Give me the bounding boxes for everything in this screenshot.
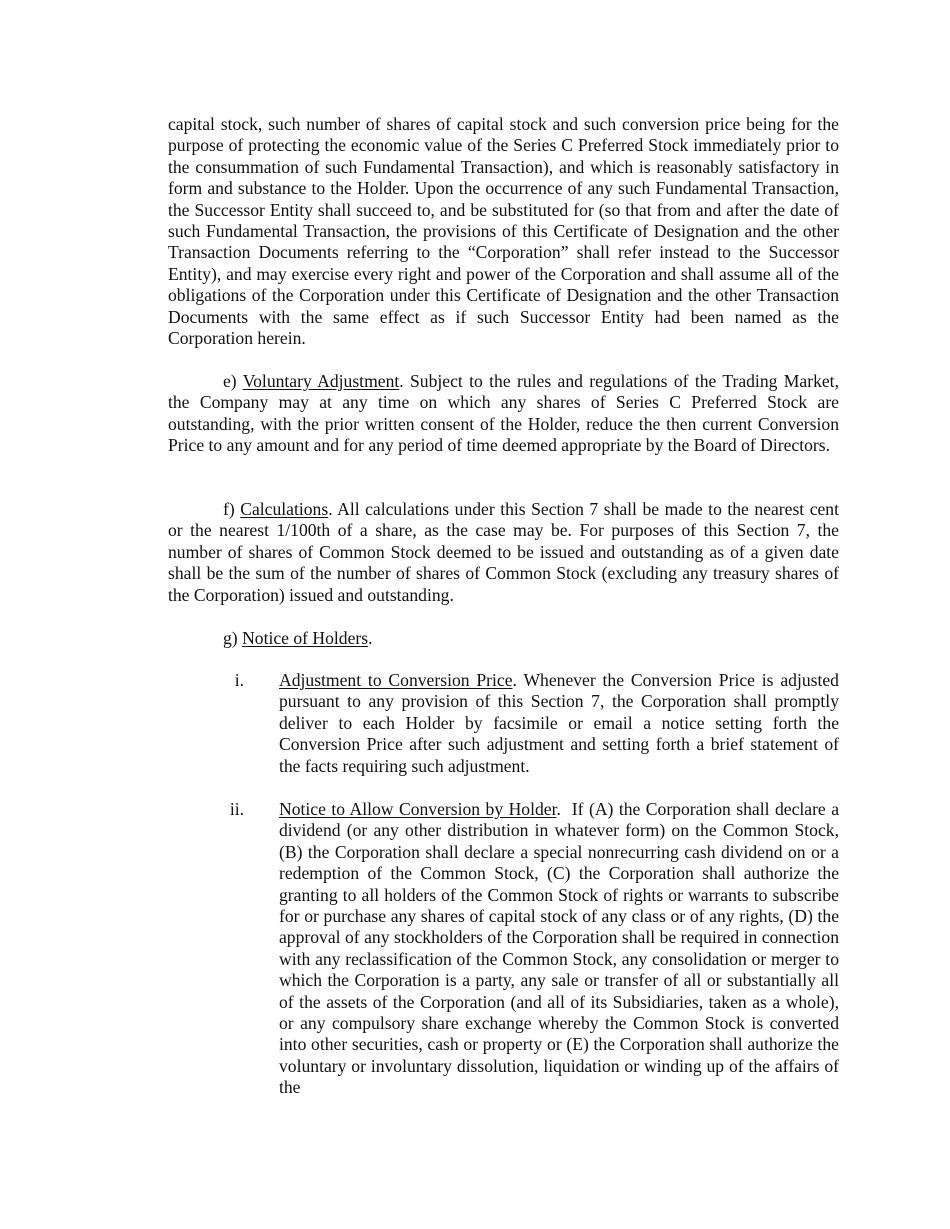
section-g-heading: Notice of Holders [242, 628, 369, 648]
list-item-marker: ii. [229, 799, 244, 819]
section-e-label: e) [223, 371, 237, 391]
list-item-heading: Notice to Allow Conversion by Holder [279, 799, 557, 819]
section-g-heading-line: g) Notice of Holders. [223, 628, 373, 648]
list-item-text: If (A) the Corporation shall declare a dividend (or any other distribution in whatever form) on the Common Stock, (B) the Corporation shall declare a special nonrecurring cash dividend on or a redemption of the Common Stock, (C) the Corporation shall authorize the granting to all holders of the Common Stock of rights or warrants to subscribe for or purchase any shares of capital stock of any class or of any rights, (D) the approval of any stockholders of the Corporation shall be required in connection with any reclassification of the Common Stock, any consolidation or merger to which the Corporation is a party, any sale or transfer of all or substantially all of the assets of the Corporation (and all of its Subsidiaries, taken as a whole), or any compulsory share exchange whereby the Common Stock is converted into other securities, cash or property or (E) the Corporation shall authorize the voluntary or involuntary dissolution, liquidation or winding up of the affairs of the [279, 799, 840, 1098]
section-f-label: f) [223, 499, 235, 519]
section-e-text: Subject to the rules and regulations of the Trading Market, the Company may at any time on which any shares of Series C Preferred Stock are outstanding, with the prior written consent of the Holder, reduce the then current Conversion Price to any amount and for any period of time deemed appropriate by the Board of Directors. [168, 371, 839, 456]
list-item-body: Adjustment to Conversion Price. Whenever the Conversion Price is adjusted pursuant to any provision of this Section 7, the Corporation shall promptly deliver to each Holder by facsimile or email a notice setting forth the Conversion Price after such adjustment and setting forth a brief statement of the facts requiring such adjustment. [279, 670, 839, 776]
paragraph-continuation: capital stock, such number of shares of capital stock and such conversion price being for the purpose of protecting the economic value of the Series C Preferred Stock immediately prior to the consummation of such Fundamental Transaction), and which is reasonably satisfactory in form and substance to the Holder. Upon the occurrence of any such Fundamental Transaction, the Successor Entity shall succeed to, and be substituted for (so that from and after the date of such Fundamental Transaction, the provisions of this Certificate of Designation and the other Transaction Documents referring to the “Corporation” shall refer instead to the Successor Entity), and may exercise every right and power of the Corporation and shall assume all of the obligations of the Corporation under this Certificate of Designation and the other Transaction Documents with the same effect as if such Successor Entity had been named as the Corporation herein. [168, 114, 839, 349]
section-e-paragraph: e) Voluntary Adjustment. Subject to the rules and regulations of the Trading Market, the Company may at any time on which any shares of Series C Preferred Stock are outstanding, with the prior written consent of the Holder, reduce the then current Conversion Price to any amount and for any period of time deemed appropriate by the Board of Directors. [168, 371, 839, 456]
list-item-body: Notice to Allow Conversion by Holder. If (A) the Corporation shall declare a dividend (or any other distribution in whatever form) on the Common Stock, (B) the Corporation shall declare a special nonrecurring cash dividend on or a redemption of the Common Stock, (C) the Corporation shall authorize the granting to all holders of the Common Stock of rights or warrants to subscribe for or purchase any shares of capital stock of any class or of any rights, (D) the approval of any stockholders of the Corporation shall be required in connection with any reclassification of the Common Stock, any consolidation or merger to which the Corporation is a party, any sale or transfer of all or substantially all of the assets of the Corporation (and all of its Subsidiaries, taken as a whole), or any compulsory share exchange whereby the Common Stock is converted into other securities, cash or property or (E) the Corporation shall authorize the voluntary or involuntary dissolution, liquidation or winding up of the affairs of the [279, 799, 840, 1098]
section-f-paragraph: f) Calculations. All calculations under this Section 7 shall be made to the nearest cent or the nearest 1/100th of a share, as the case may be. For purposes of this Section 7, the number of shares of Common Stock deemed to be issued and outstanding as of a given date shall be the sum of the number of shares of Common Stock (excluding any treasury shares of the Corporation) issued and outstanding. [168, 499, 839, 605]
list-item [168, 670, 839, 777]
list-item-heading: Adjustment to Conversion Price [279, 670, 513, 690]
section-f-text: All calculations under this Section 7 shall be made to the nearest cent or the nearest 1/100th of a share, as the case may be. For purposes of this Section 7, the number of shares of Common Stock deemed to be issued and outstanding as of a given date shall be the sum of the number of shares of Common Stock (excluding any treasury shares of the Corporation) issued and outstanding. [168, 499, 839, 605]
list-item-marker: i. [234, 670, 244, 690]
section-e-heading: Voluntary Adjustment [242, 371, 400, 391]
list-item [168, 799, 839, 1099]
section-f-heading: Calculations [240, 499, 329, 519]
section-g-label: g) [223, 628, 238, 648]
list-item-text: Whenever the Conversion Price is adjusted pursuant to any provision of this Section 7, the Corporation shall promptly deliver to each Holder by facsimile or email a notice setting forth the Conversion Price after such adjustment and setting forth a brief statement of the facts requiring such adjustment. [279, 670, 839, 776]
